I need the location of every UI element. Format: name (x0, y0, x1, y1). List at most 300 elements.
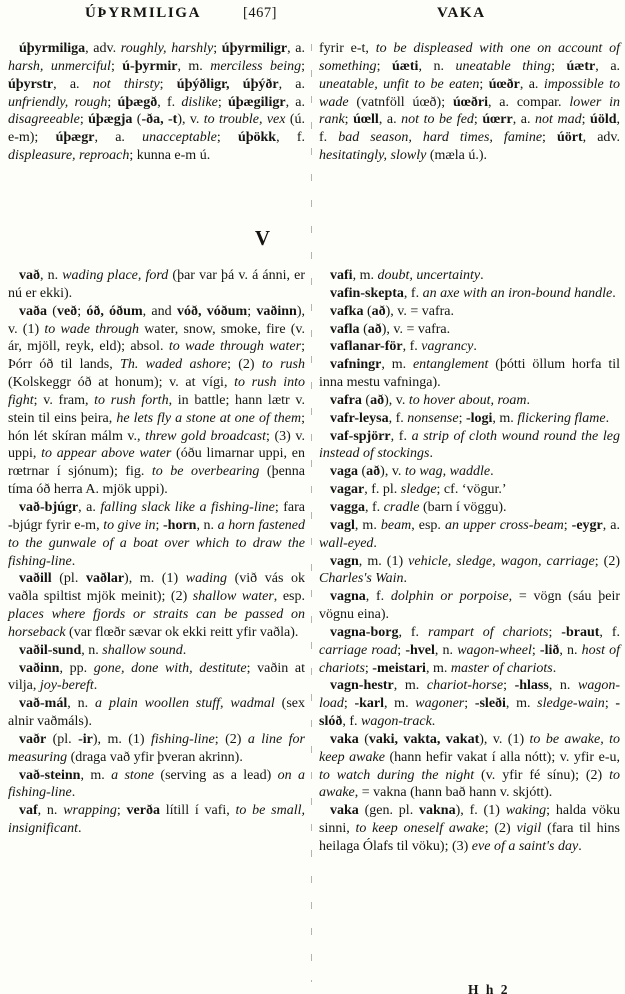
gloss-text: waking (505, 803, 547, 819)
gloss-text: vehicle, sledge, wagon, carriage (408, 553, 595, 569)
citation-text: (hann hefir vakat í alla nótt); v. yfir e-u, (384, 749, 620, 765)
citation-text: , n. (548, 678, 579, 694)
headword-text: -slóð (319, 696, 621, 730)
gloss-text: impossible to wade (319, 76, 621, 110)
gloss-text: a plain woollen stuff, wadmal (95, 696, 275, 712)
citation-text: ; v. fram, (33, 392, 95, 408)
citation-text: . (431, 714, 436, 730)
printers-signature: H h 2 (468, 982, 510, 994)
gloss-text: to be small, insignificant (8, 803, 305, 837)
gloss-text: to appear above water (41, 446, 172, 462)
citation-text: ; (217, 94, 228, 110)
gloss-text: Charles's Wain (319, 571, 404, 587)
gloss-text: Th. waded ashore (120, 357, 228, 373)
gloss-text: wrapping (63, 803, 117, 819)
gloss-text: to be awake, to keep awake (319, 731, 620, 765)
citation-text: , esp. (411, 517, 445, 533)
headword-text: -hlass (514, 678, 549, 694)
citation-text: ; (563, 517, 572, 533)
citation-text: . (526, 392, 531, 408)
citation-text: ( (132, 112, 142, 128)
dictionary-entry (8, 40, 305, 165)
column-divider-rule (311, 44, 312, 982)
citation-text: ; kunna e-m ú. (129, 148, 211, 164)
citation-text: ), v. (384, 392, 409, 408)
gloss-text: lower in rank (319, 94, 621, 128)
citation-text: ; (2) (484, 821, 517, 837)
citation-text: ( (361, 392, 371, 408)
citation-text: water, snow, smoke, fire (v. ár, mjöll, reyk, eld); absol. (8, 321, 305, 355)
citation-text: ; (2) (594, 553, 621, 569)
citation-text: (þótti öllum horfa til inna mestu vafninga). (319, 357, 620, 391)
headword-text: úœll (353, 112, 379, 128)
citation-text: , f. pl. (364, 482, 401, 498)
headword-text: vað-bjúgr (19, 499, 79, 515)
running-head-right: VAKA (437, 5, 486, 21)
citation-text: , a. (512, 112, 536, 128)
headword-text: vafka (330, 303, 364, 319)
headword-text: úþyrmiliga (19, 41, 86, 56)
citation-text: , m. (381, 357, 413, 373)
gloss-text: sledge-wain (537, 696, 605, 712)
dictionary-entry (319, 624, 620, 678)
gloss-text: wagoner (415, 696, 465, 712)
headword-text: -karl (354, 696, 385, 712)
gloss-text: threw gold broadcast (145, 428, 267, 444)
citation-text: , m. (393, 678, 427, 694)
dictionary-entry (319, 553, 620, 589)
citation-text: , a. (519, 76, 544, 92)
dictionary-entry (319, 338, 620, 356)
headword-text: vaflanar-för (330, 339, 403, 355)
citation-text: (var flœðr sævar ok ekki reitt yfir vaðla). (65, 624, 299, 640)
gloss-text: merciless being (210, 58, 302, 74)
citation-text: ; (604, 696, 616, 712)
headword-text: að (371, 303, 386, 319)
citation-text: , a. (378, 112, 402, 128)
citation-text: , a. (595, 58, 621, 74)
headword-text: úþægr (55, 130, 95, 146)
gloss-text: carriage road (319, 642, 398, 658)
citation-text: , n. (40, 268, 63, 283)
dictionary-entry (8, 802, 305, 838)
dictionary-entry (319, 410, 620, 428)
headword-text: vað-mál (19, 696, 68, 712)
gloss-text: wading place, ford (62, 268, 169, 283)
gloss-text: uneatable, unfit to be eaten (319, 76, 480, 92)
citation-text: ; (110, 58, 123, 74)
citation-text: , m. (384, 696, 416, 712)
headword-text: veð (56, 303, 78, 319)
citation-text: (v. yfir fé sínu); (2) (474, 767, 610, 783)
citation-text: , n. (559, 642, 582, 658)
headword-text: -sleði (474, 696, 506, 712)
headword-text: vakna (419, 803, 456, 819)
citation-text: ; (397, 642, 406, 658)
dictionary-entry (319, 517, 620, 553)
dictionary-entry (319, 499, 620, 517)
headword-text: ú-þyrmir (122, 58, 178, 74)
dictionary-entry (319, 588, 620, 624)
gloss-text: wagon-track (361, 714, 432, 730)
citation-text: , = vögn (sáu þeir vögnu eina). (319, 589, 620, 623)
citation-text: ), v. (1) (479, 731, 530, 747)
citation-text: (ú. e-m); (8, 112, 305, 146)
gloss-text: vagrancy (421, 339, 474, 355)
citation-text: ), m. (1) (92, 731, 151, 747)
citation-text: ; halda vöku sinni, (319, 803, 620, 837)
gloss-text: chariot-horse (426, 678, 504, 694)
left-column-continuation (8, 40, 305, 165)
gloss-text: master of chariots (450, 660, 553, 676)
citation-text: , a. (78, 499, 101, 515)
headword-text: vafla (330, 321, 360, 337)
gloss-text: to rush forth (94, 392, 169, 408)
headword-text: verða (126, 803, 160, 819)
gloss-text: rampart of chariots (427, 624, 549, 640)
citation-text: , = vakna (hann bað hann v. skjótt). (354, 785, 553, 801)
citation-text: , m. (505, 696, 538, 712)
citation-text: ; fara -bjúgr fyrir e-m, (8, 499, 305, 533)
citation-text: . (473, 339, 477, 355)
headword-text: vafningr (330, 357, 382, 373)
dictionary-entry (319, 463, 620, 481)
right-column-continuation (319, 40, 620, 165)
citation-text: ; (301, 58, 305, 74)
citation-text: ( (358, 731, 369, 747)
citation-text: (vatnföll úœð); (348, 94, 453, 110)
headword-text: vaðr (19, 731, 47, 747)
headword-text: úþýðligr, úþýðr (176, 76, 279, 92)
citation-text: . (182, 642, 187, 658)
headword-text: vagar (330, 482, 365, 498)
headword-text: vagn-hestr (330, 678, 394, 694)
citation-text: , a. compar. (487, 94, 570, 110)
gloss-text: nonsense (407, 410, 459, 426)
citation-text: (serving as a lead) (154, 767, 278, 783)
citation-text: ; (79, 112, 89, 128)
citation-text: , m. (354, 517, 381, 533)
gloss-text: uneatable thing (455, 58, 552, 74)
citation-text: , m. (425, 660, 451, 676)
gloss-text: to wade through (44, 321, 140, 337)
citation-text: , pp. (59, 660, 94, 676)
gloss-text: vigil (516, 821, 542, 837)
dictionary-entry (319, 428, 620, 464)
citation-text: . (480, 268, 484, 283)
dictionary-entry (319, 321, 620, 339)
dictionary-entry (319, 731, 620, 802)
dictionary-entry (319, 481, 620, 499)
gloss-text: not thirsty (92, 76, 160, 92)
dictionary-entry (8, 570, 305, 641)
citation-text: , f. (402, 339, 422, 355)
citation-text: , f. (342, 714, 362, 730)
citation-text: ), v. (1) (8, 303, 306, 337)
headword-text: -hvel (405, 642, 435, 658)
headword-text: úæti (392, 58, 419, 74)
gloss-text: places where fjords or straits can be passed on horseback (8, 607, 305, 640)
right-column (319, 267, 620, 856)
gloss-text: unfriendly, rough (8, 94, 108, 110)
gloss-text: a horn fastened to the gunwale of a boat over which to draw the fishing-line (8, 517, 305, 569)
citation-text: ; (2) (214, 731, 248, 747)
citation-text: (pl. (51, 571, 86, 587)
headword-text: úþægja (88, 112, 133, 128)
citation-text: , n. (37, 803, 64, 819)
gloss-text: shallow sound (102, 642, 183, 658)
citation-text: ; (344, 112, 354, 128)
gloss-text: to wag, waddle (404, 464, 491, 480)
citation-text: ; (581, 112, 591, 128)
headword-text: úætr (566, 58, 596, 74)
citation-text: , f. (276, 130, 306, 146)
citation-text: ; vaðin at vilja, (8, 660, 306, 694)
gloss-text: bad season, hard times, famine (338, 130, 543, 146)
headword-text: -lið (539, 642, 560, 658)
citation-text: , n. (67, 696, 96, 712)
headword-text: vaka (330, 803, 359, 819)
headword-text: vaka (330, 731, 359, 747)
headword-text: úþyrstr (8, 76, 54, 92)
citation-text: ; (155, 517, 163, 533)
gloss-text: on a fishing-line (8, 767, 306, 801)
citation-text: (pl. (46, 731, 79, 747)
headword-text: úþægð (117, 94, 158, 110)
headword-text: vóð, vóðum (176, 303, 248, 319)
citation-text: ), v. (380, 464, 405, 480)
citation-text: , a. (285, 94, 305, 110)
citation-text: , f. (390, 428, 412, 444)
headword-text: óð, óðum (86, 303, 143, 319)
citation-text: . (78, 821, 82, 837)
gloss-text: to trouble, vex (203, 112, 286, 128)
gloss-text: unacceptable (142, 130, 217, 146)
citation-text: , adv. (582, 130, 620, 146)
dictionary-entry (319, 267, 620, 285)
gloss-text: flickering flame (517, 410, 606, 426)
headword-text: vagn (330, 553, 359, 569)
citation-text: , f. (365, 589, 391, 605)
headword-text: -meistari (372, 660, 426, 676)
headword-text: vað-steinn (19, 767, 81, 783)
citation-text: ; (458, 410, 466, 426)
headword-text: vaðinn (256, 303, 297, 319)
headword-text: -logi (465, 410, 493, 426)
citation-text: , m. (1) (358, 553, 409, 569)
citation-text: , a. (53, 76, 93, 92)
citation-text: . (578, 839, 582, 854)
gloss-text: to rush (261, 357, 305, 373)
headword-text: úþyrmiligr (221, 41, 288, 56)
gloss-text: wagon-wheel (457, 642, 532, 658)
citation-text: ( (47, 303, 57, 319)
citation-text: , m. (177, 58, 211, 74)
citation-text: , m. (80, 767, 112, 783)
citation-text: , f. (398, 624, 428, 640)
citation-text: , a. (287, 41, 306, 56)
citation-text: (sex alnir vaðmáls). (8, 696, 306, 730)
citation-text: (draga vað yfir þveran akrinn). (67, 749, 243, 765)
citation-text: . (71, 553, 76, 569)
gloss-text: shallow water (192, 589, 274, 605)
citation-text: , f. (403, 285, 423, 301)
citation-text: ; (107, 94, 118, 110)
citation-text: ; (3) v. uppi, (8, 428, 306, 462)
citation-text: ; (503, 678, 515, 694)
citation-text: (þenna tíma óð herra A. mjök uppi). (8, 464, 306, 498)
dictionary-entry (319, 677, 620, 731)
gloss-text: disagreeable (8, 112, 80, 128)
citation-text: . (71, 785, 76, 801)
citation-text: , a. (94, 130, 143, 146)
citation-text: ( (359, 321, 368, 337)
citation-text: ( (358, 464, 367, 480)
citation-text: . (429, 446, 433, 462)
dictionary-entry (319, 356, 620, 392)
citation-text: , f. (365, 499, 384, 515)
citation-text: ; Þórr óð til lands, (8, 339, 305, 373)
gloss-text: dislike (181, 94, 218, 110)
gloss-text: to wade through water (168, 339, 302, 355)
headword-text: vagga (330, 499, 365, 515)
citation-text: ; hón lét skíran málm v., (8, 410, 305, 444)
headword-text: -horn (163, 517, 197, 533)
headword-text: vafi (330, 268, 353, 283)
dictionary-entry (319, 285, 620, 303)
citation-text: , m. (352, 268, 378, 283)
citation-text: ; (548, 624, 562, 640)
headword-text: vaða (19, 303, 47, 319)
headword-text: vaðinn (19, 660, 60, 676)
citation-text: ; (343, 696, 355, 712)
headword-text: vafin-skepta (330, 285, 404, 301)
headword-text: vaðil-sund (19, 642, 82, 658)
citation-text: . (552, 660, 557, 676)
gloss-text: host of chariots (319, 642, 621, 676)
gloss-text: wagon-load (319, 678, 621, 712)
gloss-text: a stone (111, 767, 155, 783)
headword-text: -ir (78, 731, 93, 747)
dictionary-entry (8, 660, 305, 696)
citation-text: ; cf. ‘vögur.’ (436, 482, 507, 498)
citation-text: (þar var þá v. á ánni, er nú er ekki). (8, 268, 305, 301)
gloss-text: eve of a saint's day (471, 839, 579, 854)
gloss-text: joy-bereft (39, 678, 94, 694)
headword-text: vaf (19, 803, 38, 819)
dictionary-entry (8, 303, 305, 499)
gloss-text: to awake (319, 767, 620, 801)
citation-text: ), v. (177, 112, 204, 128)
left-column (8, 267, 305, 838)
citation-text: fyrir e-t, (319, 41, 376, 56)
gloss-text: a strip of cloth wound round the leg instead of stockings (319, 428, 620, 462)
dictionary-entry (319, 303, 620, 321)
citation-text: (óðu limarnar uppi, en rœtrnar í sjónum); fig. (8, 446, 306, 480)
headword-text: -ða, -t (141, 112, 178, 128)
citation-text: ( (363, 303, 372, 319)
citation-text: (mæla ú.). (426, 148, 487, 164)
gloss-text: roughly, harshly (120, 41, 214, 56)
gloss-text: to be displeased with one on account of something (319, 41, 620, 74)
running-head-left: ÚÞYRMILIGA (85, 5, 201, 21)
headword-text: vafra (330, 392, 362, 408)
gloss-text: doubt, uncertainty (377, 268, 481, 283)
gloss-text: an upper cross-beam (444, 517, 564, 533)
citation-text: , and (142, 303, 177, 319)
citation-text: ; (77, 303, 87, 319)
citation-text: , esp. (273, 589, 305, 605)
citation-text: , f. (599, 624, 620, 640)
gloss-text: fishing-line (151, 731, 215, 747)
headword-text: vað (19, 268, 40, 283)
citation-text: , m. (492, 410, 518, 426)
citation-text: ; (464, 696, 475, 712)
citation-text: , adv. (85, 41, 121, 56)
headword-text: vaðill (19, 571, 52, 587)
citation-text: ; (159, 76, 177, 92)
dictionary-entry (319, 392, 620, 410)
gloss-text: he lets fly a stone at one of them (116, 410, 302, 426)
gloss-text: harsh, unmerciful (8, 58, 111, 74)
headword-text: úöld (590, 112, 617, 128)
citation-text: ; (247, 303, 257, 319)
citation-text: ; (364, 660, 373, 676)
citation-text: (við vás ok vaðla spiltist mjök meinit); (2) (8, 571, 305, 605)
gloss-text: entanglement (412, 357, 489, 373)
citation-text: (barn í vöggu). (419, 499, 507, 515)
citation-text: . (490, 464, 494, 480)
citation-text: , in battle; hann lætr v. stein til eins þeira, (8, 392, 305, 426)
gloss-text: not mad (535, 112, 582, 128)
gloss-text: displeasure, reproach (8, 148, 130, 164)
dictionary-entry (8, 499, 305, 570)
citation-text: , n. (81, 642, 103, 658)
citation-text: ; (473, 112, 483, 128)
gloss-text: to rush into fight (8, 375, 305, 408)
citation-text: ; (213, 41, 222, 56)
headword-text: úœrr (482, 112, 513, 128)
citation-text: lítill í vafi, (159, 803, 236, 819)
citation-text: . (93, 678, 98, 694)
dictionary-entry (319, 40, 620, 165)
citation-text: (gen. pl. (358, 803, 420, 819)
citation-text: , n. (434, 642, 458, 658)
headword-text: vaga (330, 464, 358, 480)
headword-text: úœðr (488, 76, 520, 92)
citation-text: . (612, 285, 616, 301)
gloss-text: wall-eyed (319, 535, 374, 551)
gloss-text: sledge (400, 482, 437, 498)
citation-text: . (605, 410, 610, 426)
citation-text: , n. (196, 517, 218, 533)
gloss-text: a line for measuring (8, 731, 305, 765)
citation-text: ; (116, 803, 127, 819)
headword-text: -eygr (571, 517, 603, 533)
headword-text: að (370, 392, 385, 408)
gloss-text: hesitatingly, slowly (319, 148, 427, 164)
citation-text: ), f. (1) (455, 803, 506, 819)
gloss-text: to watch during the night (319, 767, 475, 783)
headword-text: úœðri (452, 94, 488, 110)
citation-text: , a. (278, 76, 306, 92)
dictionary-entry (8, 695, 305, 731)
dictionary-entry (8, 267, 305, 303)
headword-text: vaf-spjörr (330, 428, 391, 444)
gloss-text: not to be fed (401, 112, 474, 128)
citation-text: ; (376, 58, 392, 74)
gloss-text: dolphin or porpoise (390, 589, 509, 605)
